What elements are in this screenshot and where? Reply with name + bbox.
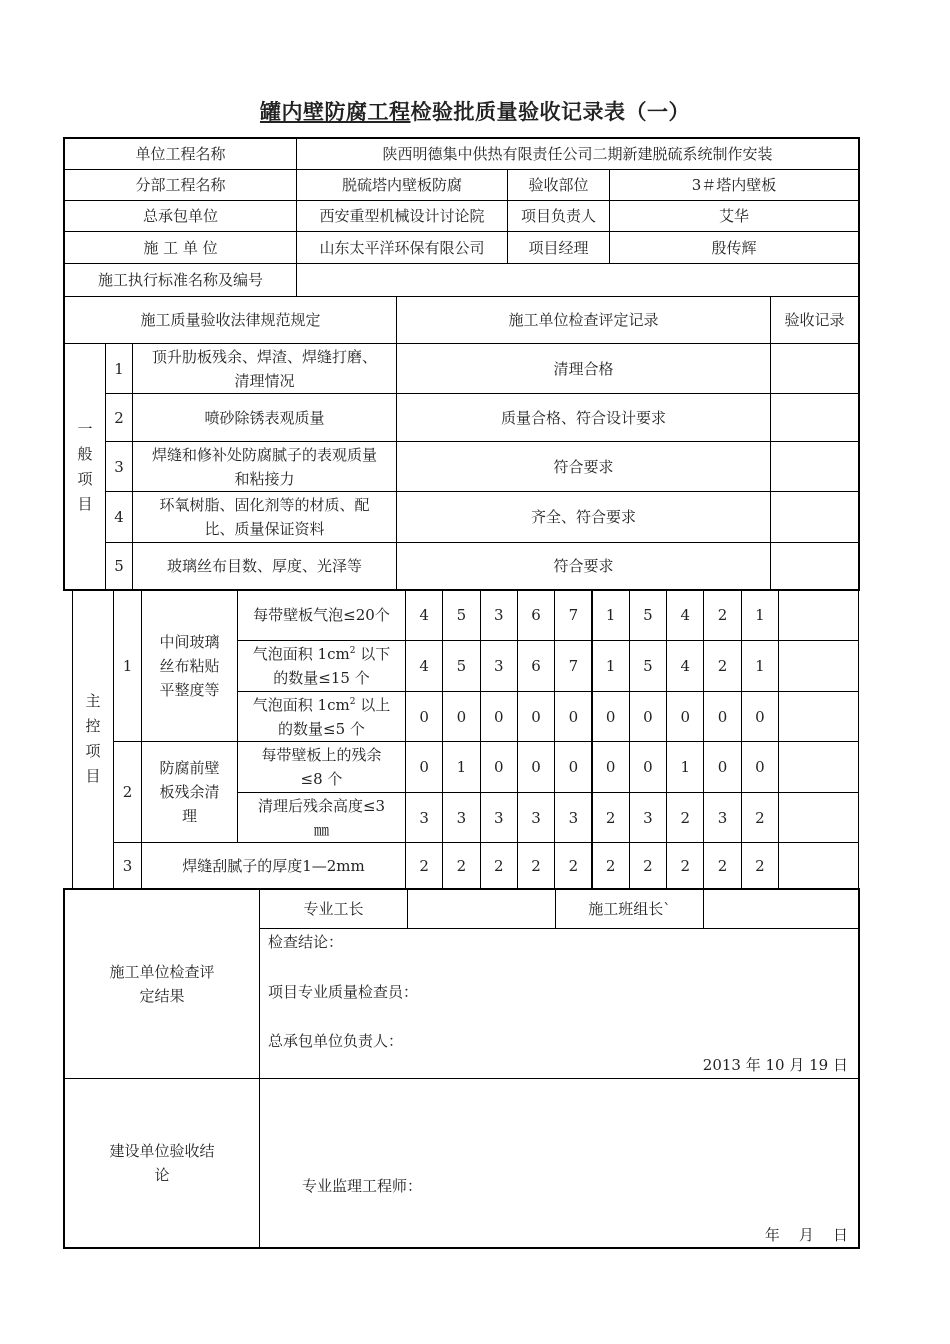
- evaluation-date: 2013 年 10 月 19 日: [702, 1056, 848, 1074]
- general-item-result: 清理合格: [396, 343, 771, 394]
- team-leader-label: 施工班组长`: [555, 888, 704, 929]
- main-group-no: 1: [113, 589, 142, 742]
- desc-part: 气泡面积 1cm: [252, 645, 350, 663]
- measurement-value: 3: [703, 792, 741, 843]
- measurement-value: 0: [629, 691, 667, 742]
- measurement-value: 0: [666, 691, 704, 742]
- measurement-value: 7: [554, 589, 592, 641]
- team-leader-value: [703, 888, 859, 929]
- measurement-value: 3: [517, 792, 555, 843]
- project-manager-value: 殷传辉: [609, 231, 859, 264]
- general-item-desc: 喷砂除锈表观质量: [132, 393, 397, 442]
- main-group-no: 2: [113, 741, 142, 843]
- measurement-extra-cell: [778, 792, 859, 843]
- general-item-desc: 环氧树脂、固化剂等的材质、配比、质量保证资料: [132, 491, 397, 543]
- sub-project-label: 分部工程名称: [64, 169, 297, 201]
- measurement-value: 0: [442, 691, 480, 742]
- measurement-value: 6: [517, 589, 555, 641]
- measurement-value: 3: [629, 792, 667, 843]
- measurement-value: 1: [592, 589, 630, 641]
- general-item-accept: [770, 441, 859, 492]
- unit-project-value: 陕西明德集中供热有限责任公司二期新建脱硫系统制作安装: [296, 138, 859, 170]
- general-item-no: 1: [105, 343, 133, 394]
- measurement-value: 0: [554, 691, 592, 742]
- evaluation-label: 施工单位检查评定结果: [64, 888, 260, 1079]
- measurement-value: 2: [592, 792, 630, 843]
- construction-unit-value: 山东太平洋环保有限公司: [296, 231, 508, 264]
- main-items-label: 主控项目: [72, 589, 114, 889]
- general-item-no: 4: [105, 491, 133, 543]
- measurement-value: 0: [592, 741, 630, 793]
- general-item-result: 符合要求: [396, 441, 771, 492]
- project-leader-label: 项目负责人: [507, 200, 610, 232]
- measurement-value: 4: [666, 640, 704, 692]
- project-manager-label: 项目经理: [507, 231, 610, 264]
- desc-sup: 2: [349, 696, 356, 707]
- measurement-value: 0: [517, 741, 555, 793]
- general-item-no: 5: [105, 542, 133, 590]
- measurement-value: 4: [666, 589, 704, 641]
- measurement-value: 0: [554, 741, 592, 793]
- measurement-value: 2: [741, 792, 779, 843]
- measurement-extra-cell: [778, 842, 859, 889]
- measurement-extra-cell: [778, 691, 859, 742]
- measurement-value: 2: [666, 842, 704, 889]
- general-item-accept: [770, 542, 859, 590]
- measurement-value: 6: [517, 640, 555, 692]
- measurement-value: 5: [442, 589, 480, 641]
- measurement-value: 0: [480, 741, 518, 793]
- measurement-value: 1: [741, 589, 779, 641]
- measurement-value: 2: [703, 589, 741, 641]
- main-group-name: 中间玻璃丝布粘贴平整度等: [141, 589, 238, 742]
- measurement-value: 0: [741, 741, 779, 793]
- measurement-value: 2: [666, 792, 704, 843]
- measurement-value: 0: [517, 691, 555, 742]
- main-row-desc: 清理后残余高度≤3㎜: [237, 792, 406, 843]
- measurement-value: 5: [629, 589, 667, 641]
- measurement-value: 2: [554, 842, 592, 889]
- col-check-header: 施工单位检查评定记录: [396, 296, 771, 344]
- general-item-desc: 焊缝和修补处防腐腻子的表观质量和粘接力: [132, 441, 397, 492]
- acceptance-date: 年 月 日: [764, 1226, 848, 1244]
- measurement-value: 2: [480, 842, 518, 889]
- general-item-desc: 玻璃丝布目数、厚度、光泽等: [132, 542, 397, 590]
- measurement-value: 2: [592, 842, 630, 889]
- sub-project-value: 脱硫塔内壁板防腐: [296, 169, 508, 201]
- measurement-value: 0: [741, 691, 779, 742]
- general-item-no: 2: [105, 393, 133, 442]
- general-item-desc: 顶升肋板残余、焊渣、焊缝打磨、清理情况: [132, 343, 397, 394]
- main-row-desc: [237, 640, 406, 692]
- measurement-value: 2: [703, 640, 741, 692]
- contractor-leader-label: 总承包单位负责人：: [268, 1032, 404, 1050]
- measurement-value: 1: [592, 640, 630, 692]
- measurement-value: 3: [405, 792, 443, 843]
- general-contractor-value: 西安重型机械设计讨论院: [296, 200, 508, 232]
- measurement-value: 2: [629, 842, 667, 889]
- page-title: [0, 96, 950, 126]
- general-items-label: 一般项目: [64, 343, 106, 590]
- general-item-accept: [770, 343, 859, 394]
- measurement-value: 0: [405, 691, 443, 742]
- foreman-value: [407, 888, 556, 929]
- measurement-value: 1: [741, 640, 779, 692]
- title-underlined: 罐内壁防腐工程: [260, 99, 411, 124]
- unit-project-label: 单位工程名称: [64, 138, 297, 170]
- measurement-value: 0: [629, 741, 667, 793]
- standard-value: [296, 263, 859, 297]
- general-item-result: 符合要求: [396, 542, 771, 590]
- title-rest: 检验批质量验收记录表（一）: [410, 99, 690, 124]
- measurement-value: 0: [480, 691, 518, 742]
- measurement-value: 4: [405, 589, 443, 641]
- measurement-value: 2: [741, 842, 779, 889]
- main-row-desc: [237, 691, 406, 742]
- measurement-value: 2: [517, 842, 555, 889]
- main-row-desc: 每带壁板气泡≤20个: [237, 589, 406, 641]
- project-leader-value: 艾华: [609, 200, 859, 232]
- col-accept-header: 验收记录: [770, 296, 859, 344]
- measurement-value: 3: [480, 792, 518, 843]
- measurement-value: 3: [480, 640, 518, 692]
- general-contractor-label: 总承包单位: [64, 200, 297, 232]
- measurement-value: 2: [405, 842, 443, 889]
- desc-part: 以上的数量≤5 个: [278, 695, 391, 738]
- foreman-label: 专业工长: [259, 888, 408, 929]
- general-item-no: 3: [105, 441, 133, 492]
- main-group-name: 防腐前壁板残余清理: [141, 741, 238, 843]
- inspector-label: 项目专业质量检查员：: [268, 983, 419, 1001]
- general-item-accept: [770, 393, 859, 442]
- measurement-value: 1: [666, 741, 704, 793]
- accept-part-label: 验收部位: [507, 169, 610, 201]
- desc-part: 气泡面积 1cm: [252, 695, 350, 714]
- construction-unit-label: 施 工 单 位: [64, 231, 297, 264]
- conclusion-label: 检查结论：: [268, 933, 344, 951]
- general-item-result: 质量合格、符合设计要求: [396, 393, 771, 442]
- standard-label: 施工执行标准名称及编号: [64, 263, 297, 297]
- general-item-accept: [770, 491, 859, 543]
- accept-part-value: 3＃塔内壁板: [609, 169, 859, 201]
- measurement-value: 5: [442, 640, 480, 692]
- desc-sup: 2: [349, 646, 356, 656]
- col-spec-header: 施工质量验收法律规范规定: [64, 296, 397, 344]
- measurement-value: 5: [629, 640, 667, 692]
- main-group-no: 3: [113, 842, 142, 889]
- measurement-extra-cell: [778, 589, 859, 641]
- main-row-desc: 每带壁板上的残余≤8 个: [237, 741, 406, 793]
- main-group-name: 焊缝刮腻子的厚度1—2mm: [141, 842, 406, 889]
- measurement-value: 0: [592, 691, 630, 742]
- measurement-value: 0: [703, 741, 741, 793]
- measurement-value: 3: [480, 589, 518, 641]
- desc-part: 以下的数量≤15 个: [273, 645, 391, 687]
- measurement-value: 1: [442, 741, 480, 793]
- measurement-value: 3: [554, 792, 592, 843]
- measurement-value: 7: [554, 640, 592, 692]
- general-item-result: 齐全、符合要求: [396, 491, 771, 543]
- measurement-value: 2: [442, 842, 480, 889]
- measurement-value: 3: [442, 792, 480, 843]
- measurement-extra-cell: [778, 741, 859, 793]
- measurement-extra-cell: [778, 640, 859, 692]
- measurement-value: 4: [405, 640, 443, 692]
- acceptance-body: [259, 1078, 859, 1248]
- measurement-value: 0: [703, 691, 741, 742]
- engineer-label: 专业监理工程师：: [302, 1177, 423, 1195]
- measurement-value: 2: [703, 842, 741, 889]
- acceptance-label: 建设单位验收结论: [64, 1078, 260, 1248]
- measurement-value: 0: [405, 741, 443, 793]
